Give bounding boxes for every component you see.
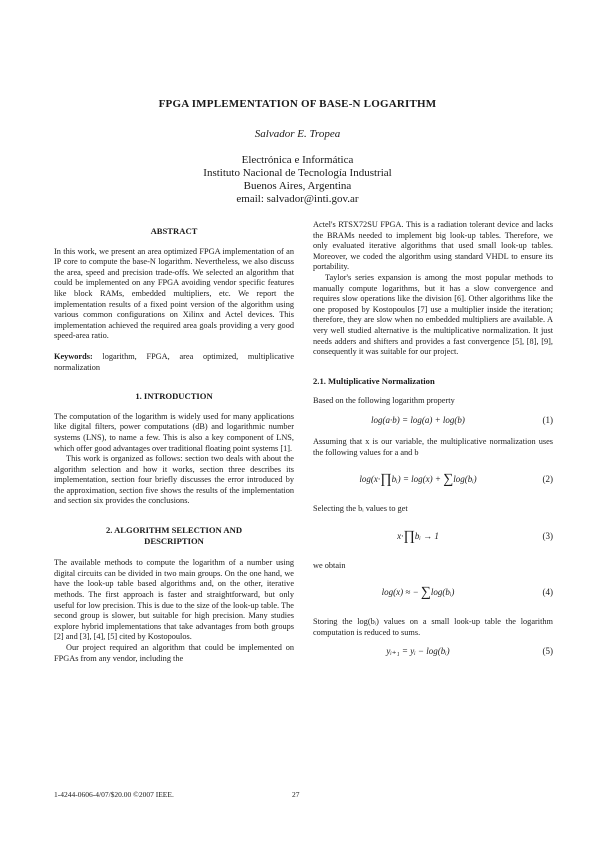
section2-paragraph-1: The available methods to compute the logarithm of a number using digital circuits can be divided in two main groups. On the one hand, we have the look-up table based algorithms and, on the other, iterative methods. The first approach is faster and straightforward, but only useful for low precision. This is due to the size of the look-up table. The second group is slower, but suitable for high precision. Many studies explore hybrid implementations that take advantages from both groups [2] and [3], [4], [5] cited by Kostopoulos. [54,558,294,642]
equation-3 [313,519,553,557]
right-column [313,220,553,668]
equation-1-body: log(a·b) = log(a) + log(b) [371,414,465,425]
affiliation-email: email: salvador@inti.gov.ar [236,193,359,205]
author-name: Salvador E. Tropea [254,128,341,140]
left-column [54,226,294,664]
equation-4-right: log(bᵢ) [430,587,455,598]
affiliation-city: Buenos Aires, Argentina [243,180,352,192]
equation-2-left: log(x· [359,474,381,485]
keywords-text: logarithm, FPGA, area optimized, multiplicative normalization [54,351,294,372]
section2-heading [54,525,294,546]
equation-5-body: yᵢ₊₁ = yᵢ − log(bᵢ) [386,646,450,657]
equation-5-number: (5) [542,646,553,657]
affiliation-institute: Instituto Nacional de Tecnología Industrial [203,167,392,179]
keywords [54,352,294,373]
intro-paragraph-2: This work is organized as follows: section two deals with about the algorithm selection and how it works, section three describes its implementation, section four briefly discusses the error introduced by the approximation, section five shows the results of the implementation and section six provides the conclusions. [54,454,294,506]
equation-2-right: log(bᵢ) [453,474,477,485]
paper-title: FPGA IMPLEMENTATION OF BASE-N LOGARITHM [158,98,437,110]
subsection-heading: 2.1. Multiplicative Normalization [313,375,435,386]
keywords-label: Keywords: [54,351,93,361]
equation-2-body [313,472,523,488]
intro-heading: 1. INTRODUCTION [135,391,213,402]
section2-heading-line2: DESCRIPTION [144,535,204,546]
equation-4-left: log(x) ≈ − [381,587,421,598]
abstract-text: In this work, we present an area optimized FPGA implementation of an IP core to compute the base-N logarithm. Nevertheless, we also discuss the area, speed and precision trade-offs. We selected an algorithm that could be implemented on any FPGA avoiding vendor specific features like block RAMs, embedded multipliers, etc. We report the implementation results of a fixed point version of the algorithm using various common configurations on Xilinx and Actel devices. This implementation achieved the required area goals providing a very good speed-area ratio. [54,246,294,341]
equation-1-number: (1) [542,414,553,425]
equation-4-number: (4) [542,587,553,598]
abstract-heading: ABSTRACT [150,226,198,236]
page-number: 27 [292,790,300,799]
equation-3-left: x· [397,530,404,541]
right-paragraph-6: we obtain [313,560,346,570]
equation-4 [313,575,553,613]
sum-symbol: ∑ [443,472,454,488]
equation-3-number: (3) [542,530,553,541]
affiliation [0,154,595,206]
equation-4-body [313,585,523,601]
intro-paragraph-1: The computation of the logarithm is widely used for many applications like digital filters, power computations (dB) and logarithmic number systems (LNS), to name a few. This is also a key component of LNS, which offer good advantages over traditional floating point systems [1]. [54,411,294,453]
right-paragraph-1: Actel's RTSX72SU FPGA. This is a radiation tolerant device and lacks the BRAMs needed to implement big look-up tables. Therefore, we only evaluated iterative algorithms that used small look-up tables. Moreover, we coded the algorithm using standard VHDL to ensure its portability. [313,220,553,272]
affiliation-dept: Electrónica e Informática [241,154,354,166]
equation-2-mid: bᵢ) = log(x) + [391,474,444,485]
section2-heading-line1: 2. ALGORITHM SELECTION AND [105,525,243,536]
right-paragraph-5: Selecting the bᵢ values to get [313,504,408,514]
section2-paragraph-2: Our project required an algorithm that could be implemented on FPGAs from any vendor, including the [54,643,294,663]
equation-2-number: (2) [542,474,553,485]
right-paragraph-2: Taylor's series expansion is among the most popular methods to manually compute logarithms, but it has a slow convergence and requires slow operations like the division [6]. Other algorithms like the one proposed by Kostopoulos [7] use a multiplier inside the iteration; therefore, they are slow when no embedded multipliers are available. A very well studied alternative is the multiplicative normalization. It just needs adders and shifters and provides a fast convergence [5], [8], [9], consequently it was suitable for our project. [313,272,553,357]
product-symbol: ∏ [380,472,392,488]
copyright-footer: 1-4244-0606-4/07/$20.00 ©2007 IEEE. [54,790,174,799]
sum-symbol: ∑ [420,585,431,601]
right-paragraph-4: Assuming that x is our variable, the multiplicative normalization uses the following values for a and b [313,436,553,457]
product-symbol: ∏ [403,528,415,544]
equation-3-body [313,528,523,544]
equation-3-right: bᵢ → 1 [414,530,439,541]
right-paragraph-7: Storing the log(bᵢ) values on a small look-up table the logarithm computation is reduced to sums. [313,617,553,637]
equation-2 [313,462,553,500]
equation-1 [313,411,553,433]
right-paragraph-3: Based on the following logarithm property [313,396,455,406]
equation-5 [313,642,553,664]
